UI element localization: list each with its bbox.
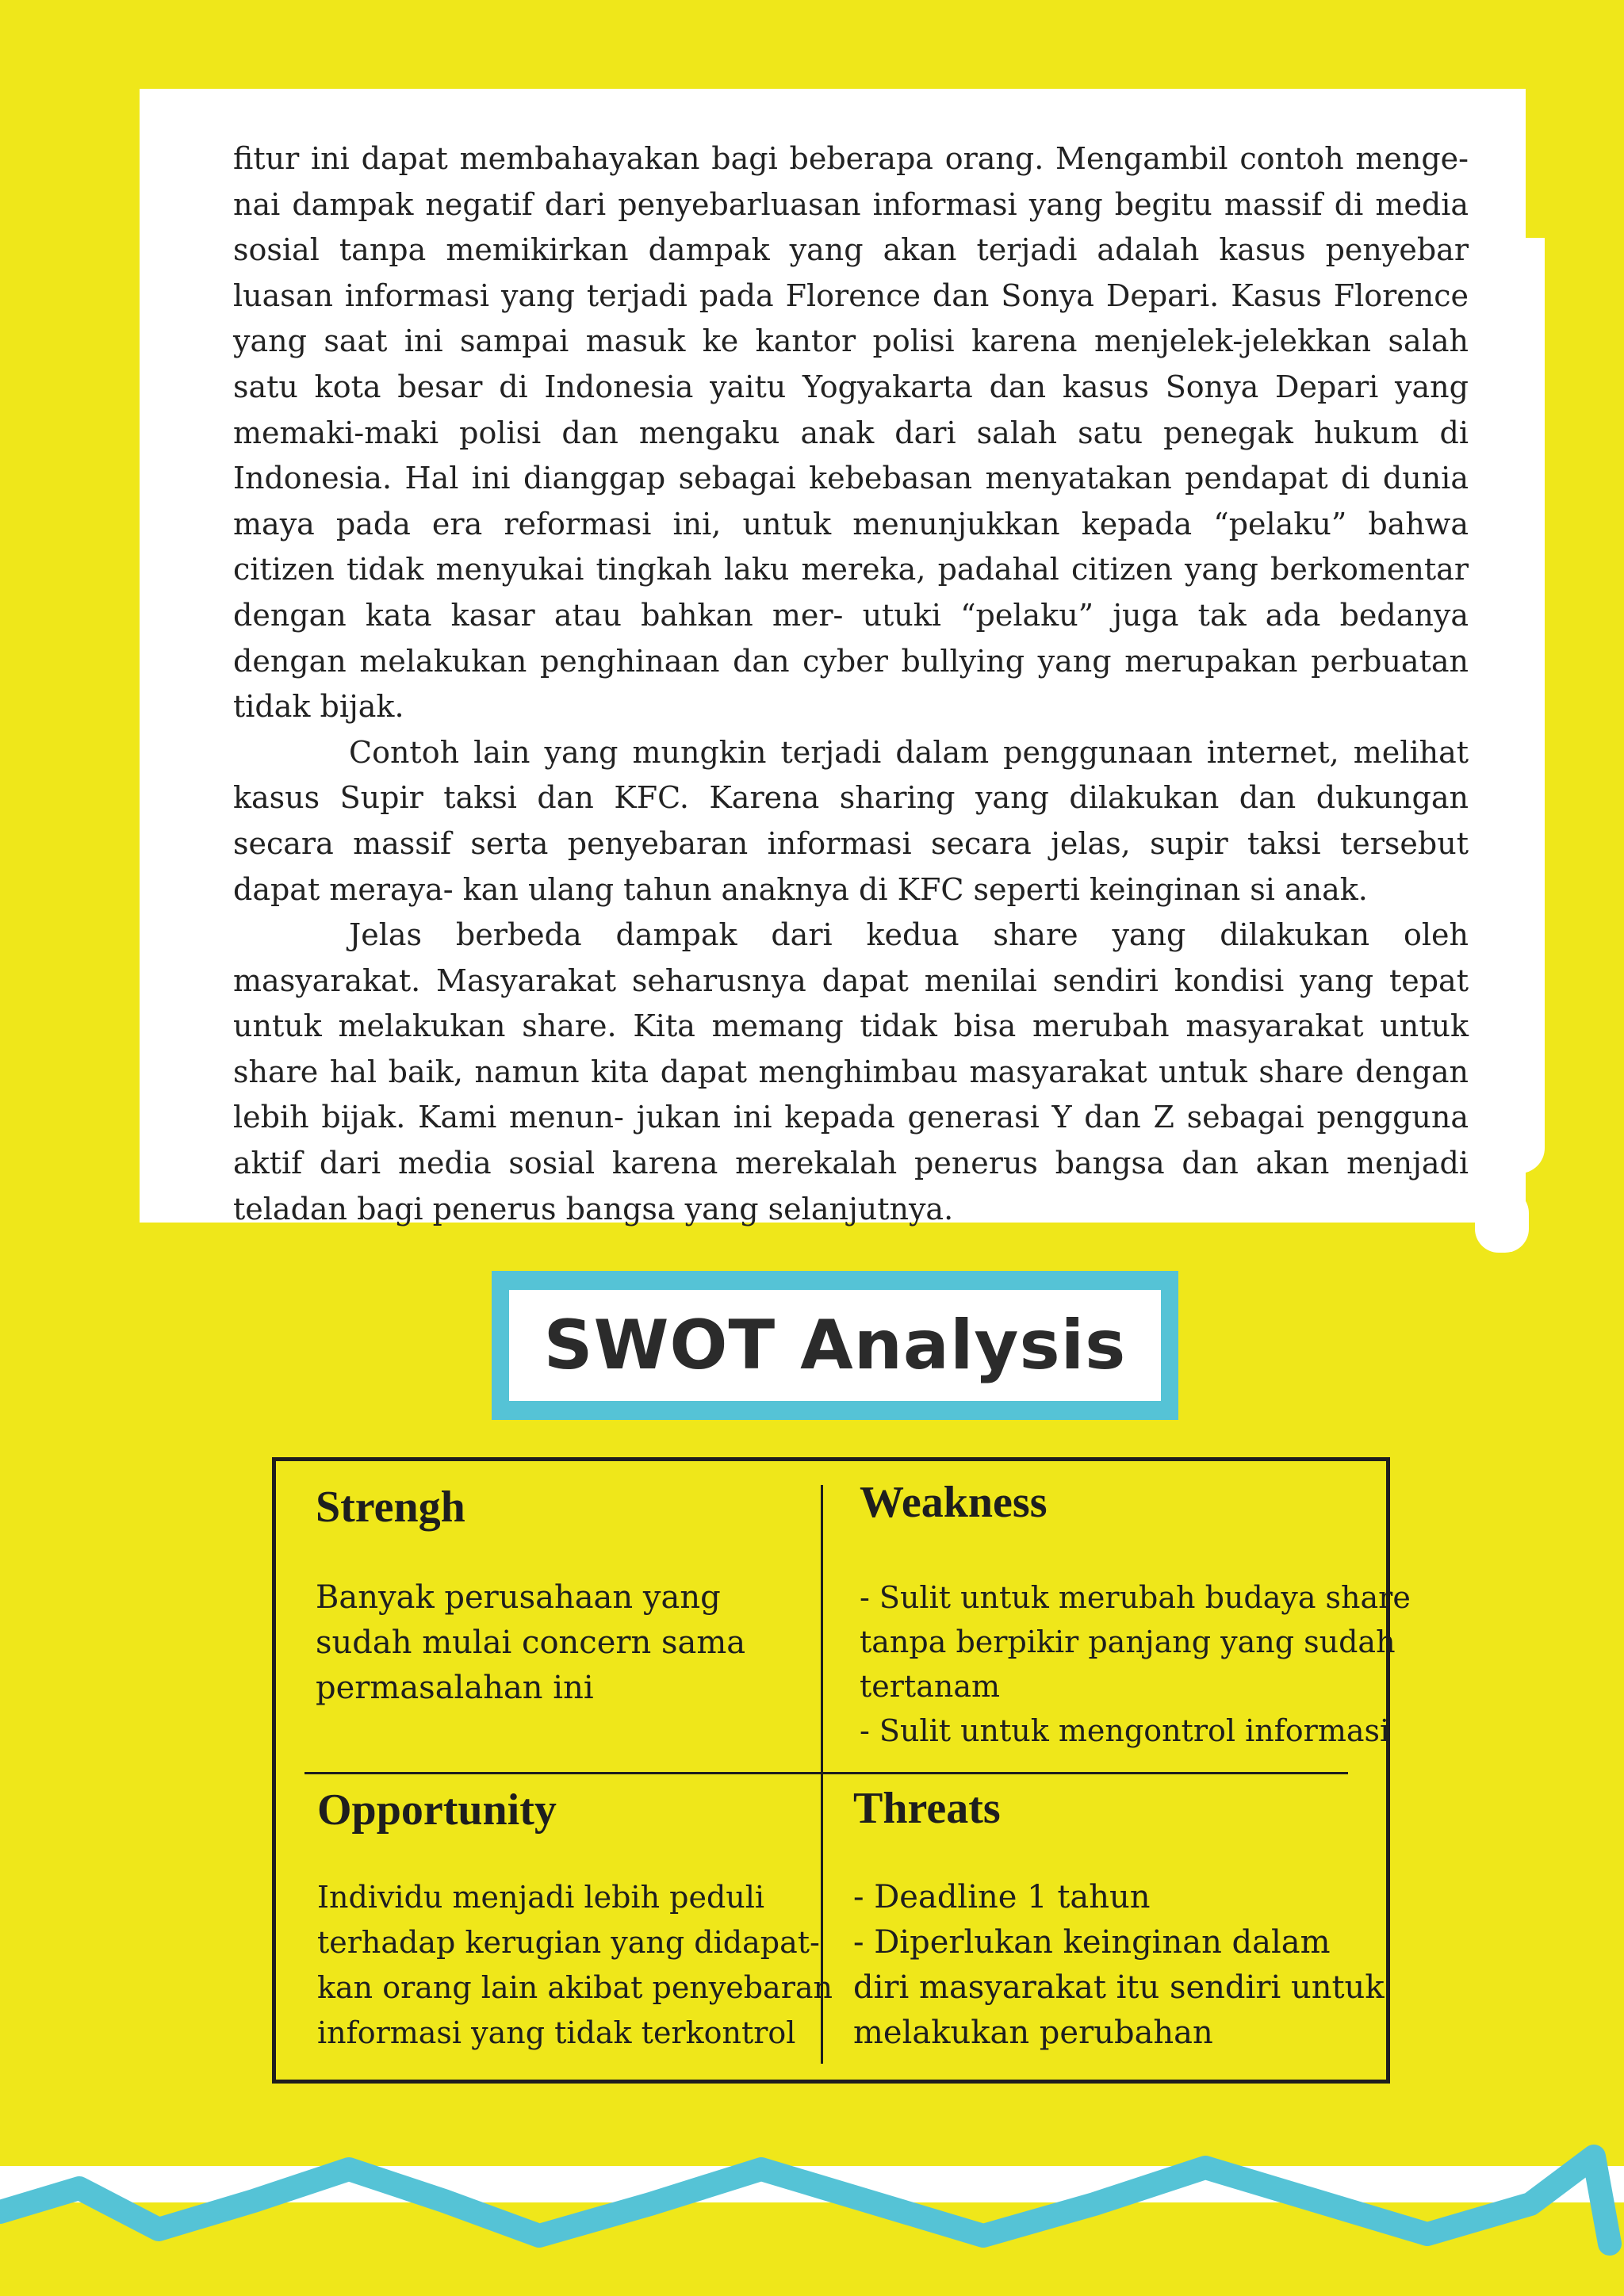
threats-heading: Threats <box>853 1784 1001 1833</box>
text-line: utuki “pelaku” juga tak ada bedanya dengan melakukan penghinaan dan cyber <box>233 597 1469 679</box>
text-line: untuk menunjukkan kepada “pelaku” bahwa citizen tidak menyukai tingkah laku <box>233 506 1469 587</box>
text-line: nai dampak negatif dari penyebarluasan informasi yang begitu massif di media <box>233 186 1469 222</box>
threats-line: melakukan perubahan <box>853 2015 1213 2051</box>
text-line: merekalah penerus bangsa dan akan menjadi teladan bagi penerus bangsa yang <box>233 1146 1469 1226</box>
text-line: jukan ini kepada generasi Y dan Z sebagai pengguna aktif dari media sosial karena <box>233 1100 1469 1181</box>
text-line: kita dapat menghimbau masyarakat untuk share dengan lebih bijak. Kami menun- <box>233 1054 1469 1135</box>
weakness-line: tanpa berpikir panjang yang sudah <box>860 1624 1396 1659</box>
swot-strength <box>316 1482 745 1711</box>
opportunity-line: Individu menjadi lebih peduli <box>317 1880 765 1915</box>
opportunity-heading: Opportunity <box>317 1785 557 1835</box>
text-line: massif serta penyebaran informasi secara jelas, supir taksi tersebut dapat meraya- <box>233 825 1469 907</box>
text-line: bullying yang merupakan perbuatan tidak bijak. <box>233 643 1469 725</box>
swot-opportunity <box>317 1785 833 2056</box>
text-line: share. Kita memang tidak bisa merubah masyarakat untuk share hal baik, namun <box>233 1008 1469 1089</box>
text-line: Contoh lain yang mungkin terjadi dalam penggunaan internet, melihat <box>349 734 1469 770</box>
weakness-line: - Sulit untuk mengontrol informasi <box>860 1713 1390 1748</box>
paragraph <box>233 136 1469 730</box>
threats-line: diri masyarakat itu sendiri untuk <box>853 1969 1385 2006</box>
text-line: ini sampai masuk ke kantor polisi karena menjelek-jelekkan salah satu kota besar <box>233 323 1469 404</box>
text-line: Masyarakat seharusnya dapat menilai sendiri kondisi yang tepat untuk melakukan <box>233 962 1469 1044</box>
text-line: sebagai kebebasan menyatakan pendapat di dunia maya pada era reformasi ini, <box>233 461 1469 541</box>
threats-line: - Deadline 1 tahun <box>853 1879 1151 1915</box>
text-line: informasi yang terjadi pada Florence dan Sonya Depari. Kasus Florence yang saat <box>233 277 1469 359</box>
opportunity-text <box>317 1875 833 2056</box>
strength-line: sudah mulai concern sama <box>316 1624 746 1661</box>
text-line: kasus Supir taksi dan KFC. Karena sharing yang dilakukan dan dukungan secara <box>233 780 1469 861</box>
swot-title: SWOT Analysis <box>543 1306 1127 1385</box>
text-line: Jelas berbeda dampak dari kedua share yang dilakukan oleh masyarakat. <box>233 917 1469 998</box>
strength-text <box>316 1575 745 1711</box>
paragraph <box>233 913 1469 1232</box>
paper-edge <box>1507 238 1545 1173</box>
text-line: kan ulang tahun anaknya di KFC seperti keinginan si anak. <box>462 871 1368 907</box>
text-line: sosial tanpa memikirkan dampak yang akan terjadi adalah kasus penyebar luasan <box>233 232 1469 313</box>
threats-line: - Diperlukan keinginan dalam <box>853 1924 1331 1961</box>
weakness-text <box>860 1575 1411 1753</box>
strength-line: Banyak perusahaan yang <box>316 1579 721 1616</box>
weakness-heading: Weakness <box>860 1478 1048 1527</box>
article-body <box>233 136 1469 1232</box>
threats-text <box>853 1875 1385 2056</box>
swot-title-inner <box>509 1290 1161 1401</box>
text-line: mereka, padahal citizen yang berkomentar dengan kata kasar atau bahkan mer- <box>233 552 1469 633</box>
opportunity-line: terhadap kerugian yang didapat- <box>317 1925 820 1960</box>
swot-horizontal-divider <box>304 1772 1348 1774</box>
swot-table <box>272 1457 1411 2084</box>
swot-weakness <box>860 1477 1411 1753</box>
swot-title-box <box>492 1271 1178 1420</box>
paper-edge <box>1475 1189 1529 1253</box>
text-line: dan mengaku anak dari salah satu penegak hukum di Indonesia. Hal ini dianggap <box>233 415 1469 496</box>
weakness-line: - Sulit untuk merubah budaya share <box>860 1580 1411 1615</box>
text-line: di Indonesia yaitu Yogyakarta dan kasus Sonya Depari yang memaki-maki polisi <box>233 369 1469 450</box>
weakness-line: tertanam <box>860 1669 1001 1704</box>
decorative-wave-band <box>0 2125 1624 2296</box>
strength-heading: Strengh <box>316 1483 465 1532</box>
text-line: selanjutnya. <box>768 1191 954 1226</box>
opportunity-line: informasi yang tidak terkontrol <box>317 2015 796 2050</box>
strength-line: permasalahan ini <box>316 1670 594 1706</box>
text-line: fitur ini dapat membahayakan bagi beberapa orang. Mengambil contoh menge- <box>233 141 1469 176</box>
paragraph <box>233 730 1469 913</box>
opportunity-line: kan orang lain akibat penyebaran <box>317 1970 833 2005</box>
swot-threats <box>853 1783 1385 2056</box>
